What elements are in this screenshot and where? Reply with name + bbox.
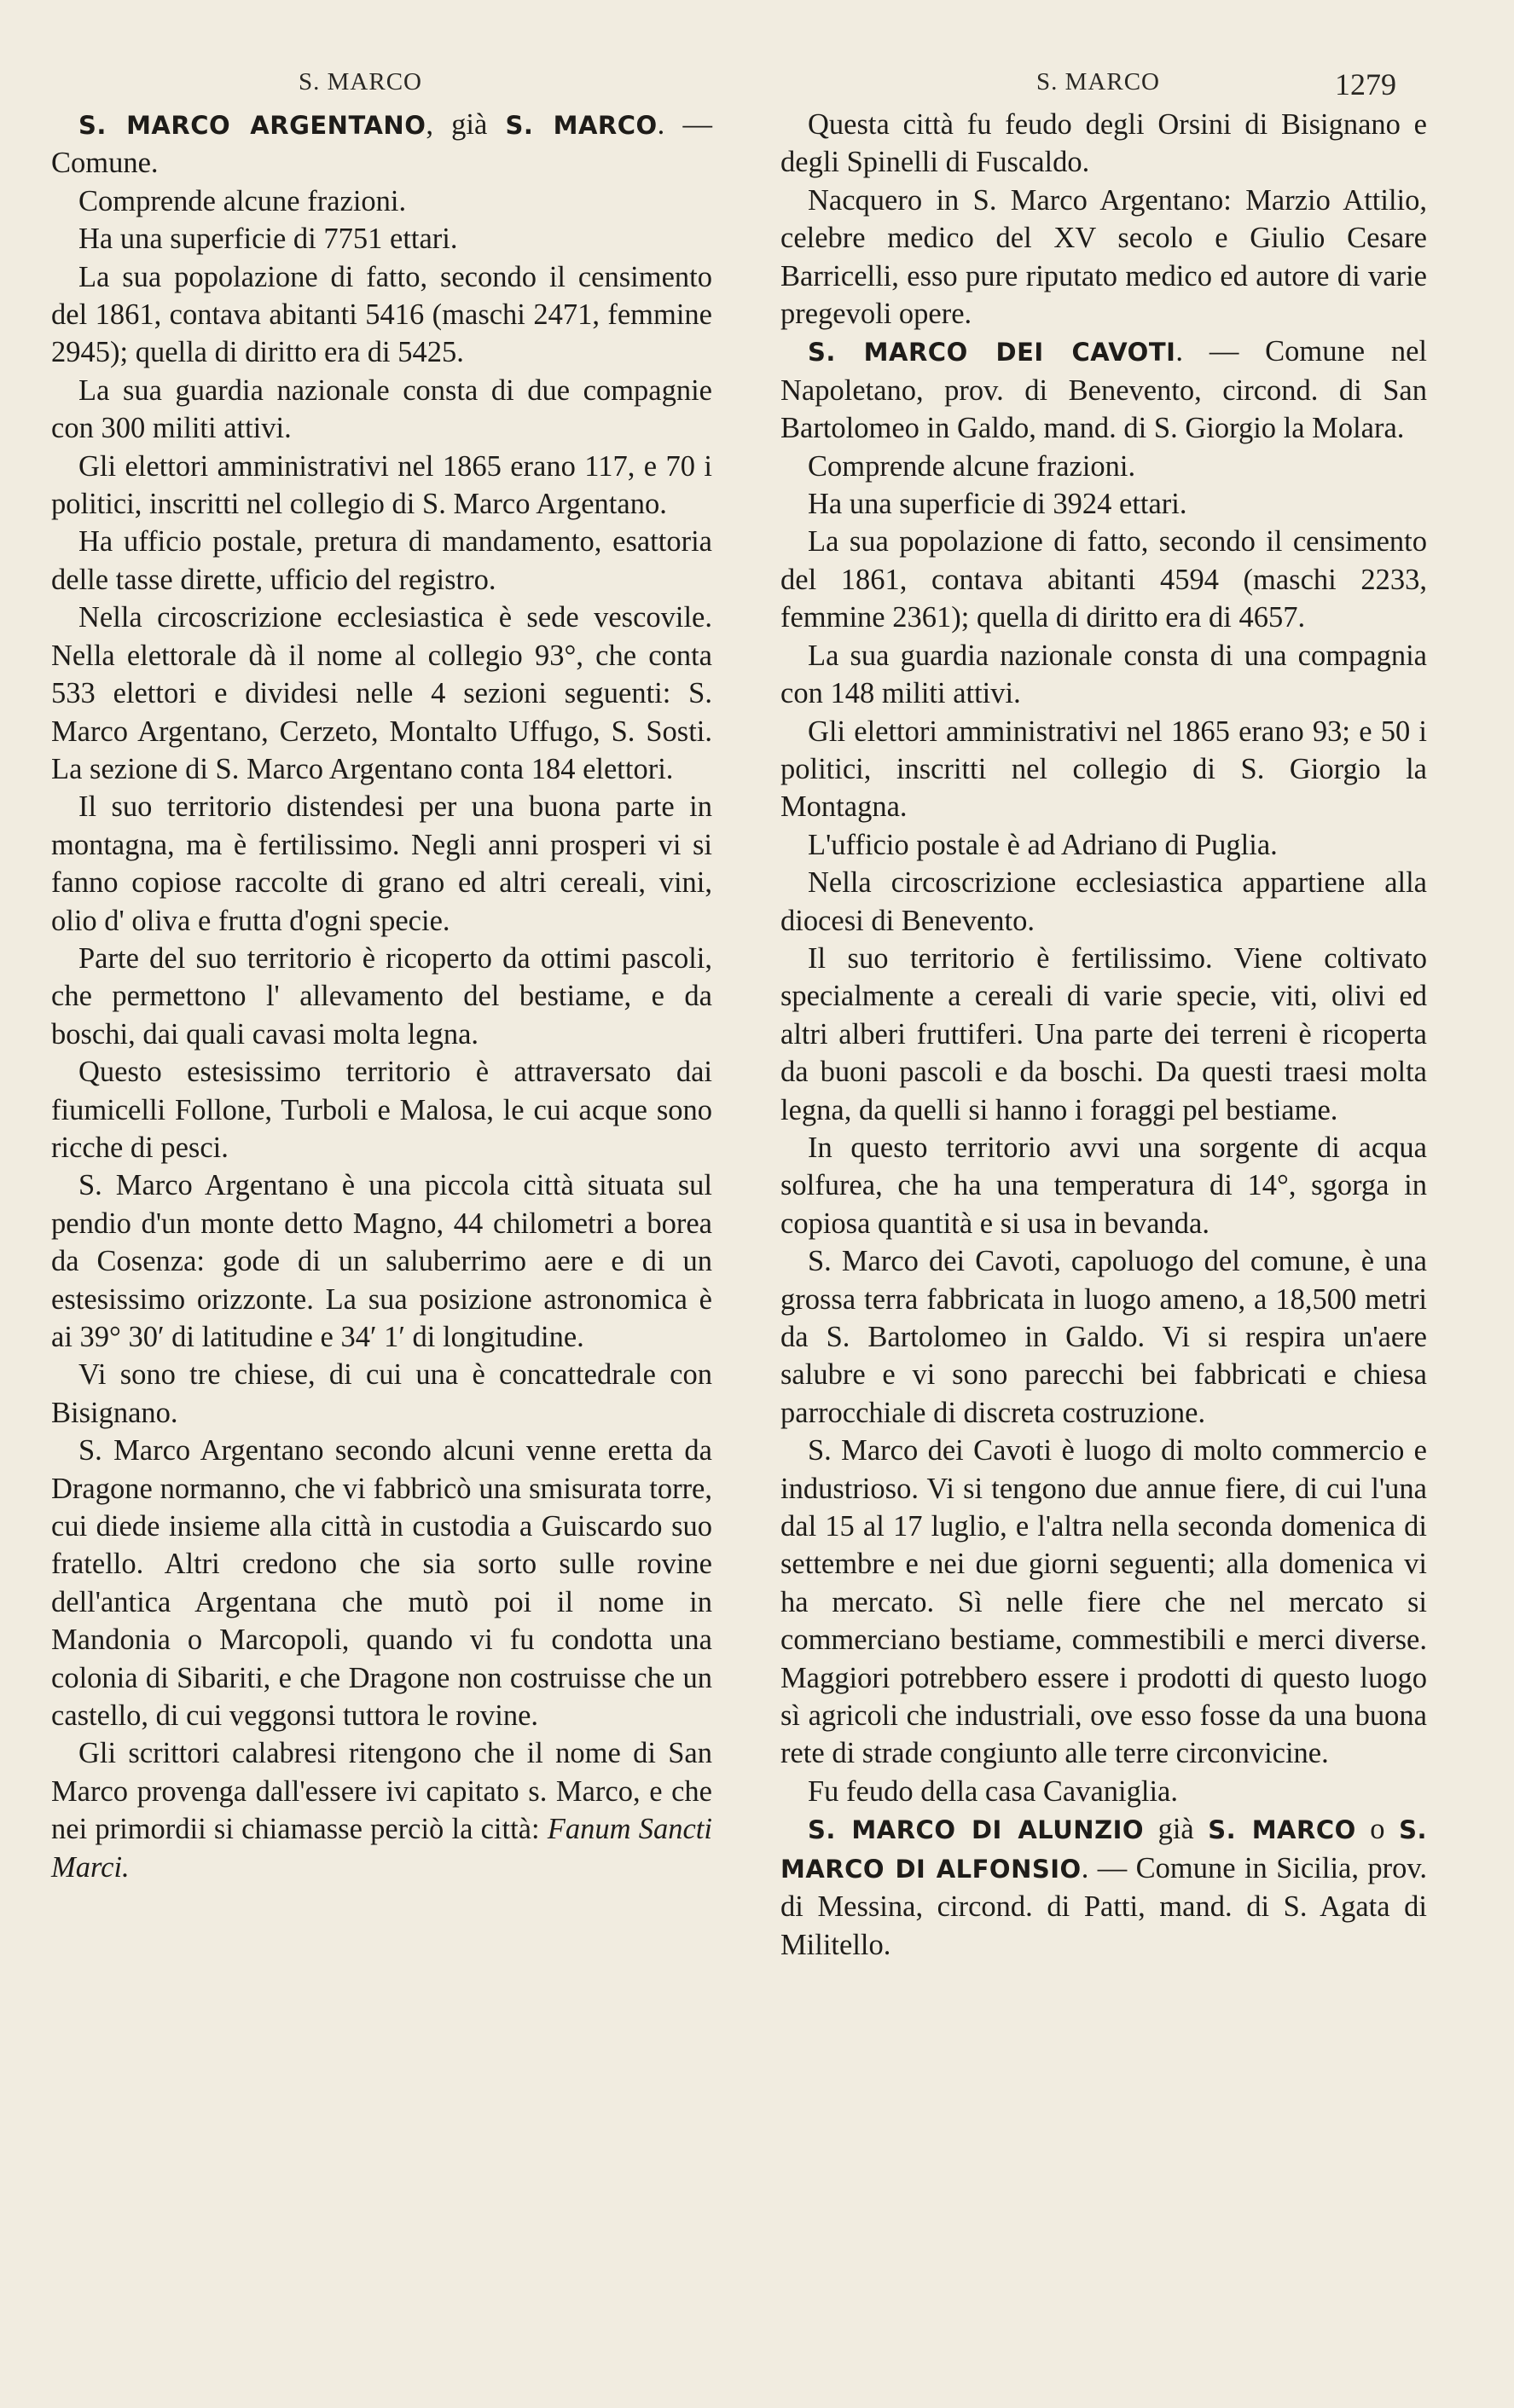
- right-running-head: S. MARCO: [1036, 68, 1160, 96]
- paragraph: La sua popolazione di fatto, secondo il censimento del 1861, contava abitanti 5416 (maschi 2471, femmine 2945); quella di diritto era di 5425.: [51, 260, 712, 369]
- paragraph: Il suo territorio distendesi per una buona parte in montagna, ma è fertilissimo. Negli anni prosperi vi si fanno copiose raccolte di grano ed altri cereali, vini, olio d' oliva e frutta d'ogni specie.: [51, 790, 712, 937]
- paragraph-text: Gli scrittori calabresi ritengono che il nome di San Marco provenga dall'essere ivi capitato s. Marco, e che nei primordii si chiamasse perciò la città:: [51, 1737, 712, 1846]
- entry-description: . — Comune nel Napoletano, prov. di Benevento, circond. di San Bartolomeo in Galdo, mand. di S. Giorgio la Molara.: [780, 335, 1427, 445]
- entry-title: S. MARCO DI ALUNZIO: [808, 1815, 1145, 1845]
- paragraph: Gli elettori amministrativi nel 1865 erano 93; e 50 i politici, inscritti nel collegio di S. Giorgio la Montagna.: [780, 715, 1427, 824]
- entry-title: S. MARCO DEI CAVOTI: [808, 338, 1176, 368]
- entry-title-alt-2: S. MARCO DI ALFONSIO: [780, 1815, 1427, 1884]
- paragraph: In questo territorio avvi una sorgente di acqua solfurea, che ha una temperatura di 14°, sgorga in copiosa quantità e si usa in bevanda.: [780, 1131, 1427, 1240]
- paragraph: Questa città fu feudo degli Orsini di Bisignano e degli Spinelli di Fuscaldo.: [780, 108, 1427, 179]
- paragraph: Ha una superficie di 3924 ettari.: [808, 488, 1187, 521]
- entry-heading: [780, 1810, 1427, 1964]
- paragraph: Comprende alcune frazioni.: [808, 449, 1136, 483]
- entry-description: . — Comune in Sicilia, prov. di Messina, circond. di Patti, mand. di S. Agata di Militello.: [780, 1851, 1428, 1961]
- paragraph: Nella circoscrizione ecclesiastica appartiene alla diocesi di Benevento.: [780, 866, 1427, 937]
- entry-description: . — Comune.: [51, 108, 712, 180]
- paragraph: Vi sono tre chiese, di cui una è concattedrale con Bisignano.: [51, 1358, 712, 1429]
- paragraph: La sua guardia nazionale consta di due compagnie con 300 militi attivi.: [51, 373, 712, 445]
- left-column: [51, 106, 712, 1886]
- entry-connector-2: o: [1355, 1813, 1400, 1846]
- latin-phrase: Fanum Sancti Marci.: [51, 1813, 712, 1884]
- paragraph: Ha ufficio postale, pretura di mandamento, esattoria delle tasse dirette, ufficio del registro.: [51, 525, 712, 596]
- entry-connector: già: [1144, 1813, 1209, 1846]
- paragraph: S. Marco dei Cavoti, capoluogo del comune, è una grossa terra fabbricata in luogo ameno, a 18,500 metri da S. Bartolomeo in Galdo. Vi si respira un'aere salubre e vi sono parecchi bei fabbricati e chiesa parrocchiale di discreta costruzione.: [780, 1245, 1427, 1429]
- paragraph: Fu feudo della casa Cavaniglia.: [808, 1774, 1178, 1808]
- paragraph: Parte del suo territorio è ricoperto da ottimi pascoli, che permettono l' allevamento del bestiame, e da boschi, dai quali cavasi molta legna.: [51, 941, 712, 1051]
- paragraph: Nacquero in S. Marco Argentano: Marzio Attilio, celebre medico del XV secolo e Giulio Cesare Barricelli, esso pure riputato medico ed autore di varie pregevoli opere.: [780, 183, 1427, 331]
- paragraph: Gli elettori amministrativi nel 1865 erano 117, e 70 i politici, inscritti nel collegio di S. Marco Argentano.: [51, 449, 712, 521]
- paragraph: Il suo territorio è fertilissimo. Viene coltivato specialmente a cereali di varie specie, viti, olivi ed altri alberi fruttiferi. Una parte dei terreni è ricoperta da buoni pascoli e da boschi. Da questi traesi molta legna, da quelli si hanno i foraggi pel bestiame.: [780, 941, 1427, 1126]
- entry-title: S. MARCO ARGENTANO: [78, 111, 426, 140]
- paragraph-with-latin: [51, 1734, 712, 1886]
- entry-heading: [780, 333, 1427, 447]
- paragraph: L'ufficio postale è ad Adriano di Puglia.: [808, 828, 1278, 861]
- page-number: 1279: [1335, 67, 1396, 101]
- paragraph: Nella circoscrizione ecclesiastica è sede vescovile. Nella elettorale dà il nome al collegio 93°, che conta 533 elettori e dividesi nelle 4 sezioni seguenti: S. Marco Argentano, Cerzeto, Montalto Uffugo, S. Sosti. La sezione di S. Marco Argentano conta 184 elettori.: [51, 601, 712, 785]
- paragraph: La sua popolazione di fatto, secondo il censimento del 1861, contava abitanti 4594 (maschi 2233, femmine 2361); quella di diritto era di 4657.: [780, 525, 1427, 634]
- entry-connector: , già: [426, 108, 506, 141]
- entry-title-alt: S. MARCO: [505, 111, 658, 140]
- paragraph: Ha una superficie di 7751 ettari.: [78, 223, 458, 256]
- paragraph: S. Marco dei Cavoti è luogo di molto commercio e industrioso. Vi si tengono due annue fiere, di cui l'una dal 15 al 17 luglio, e l'altra nella seconda domenica di settembre e nei due giorni seguenti; alla domenica vi ha mercato. Sì nelle fiere che nel mercato si commerciano bestiame, commestibili e merci diverse. Maggiori potrebbero essere i prodotti di questo luogo sì agricoli che industriali, ove esso fosse da una buona rete di strade congiunto alle terre circonvicine.: [780, 1434, 1427, 1770]
- left-running-head: S. MARCO: [299, 68, 422, 96]
- paragraph: Questo estesissimo territorio è attraversato dai fiumicelli Follone, Turboli e Malosa, le cui acque sono ricche di pesci.: [51, 1056, 712, 1164]
- paragraph: La sua guardia nazionale consta di una compagnia con 148 militi attivi.: [780, 639, 1427, 710]
- entry-title-alt: S. MARCO: [1208, 1815, 1356, 1845]
- paragraph: S. Marco Argentano è una piccola città situata sul pendio d'un monte detto Magno, 44 chilometri a borea da Cosenza: gode di un saluberrimo aere e di un estesissimo orizzonte. La sua posizione astronomica è ai 39° 30′ di latitudine e 34′ 1′ di longitudine.: [51, 1169, 712, 1353]
- paragraph: Comprende alcune frazioni.: [78, 184, 407, 217]
- paragraph: S. Marco Argentano secondo alcuni venne eretta da Dragone normanno, che vi fabbricò una smisurata torre, cui diede insieme alla città in custodia a Guiscardo suo fratello. Altri credono che sia sorto sulle rovine dell'antica Argentana che mutò poi il nome in Mandonia o Marcopoli, quando vi fu condotta una colonia di Sibariti, e che Dragone non costruisse che un castello, di cui veggonsi tuttora le rovine.: [51, 1434, 712, 1733]
- right-column: [780, 106, 1427, 1964]
- entry-heading: [51, 106, 712, 182]
